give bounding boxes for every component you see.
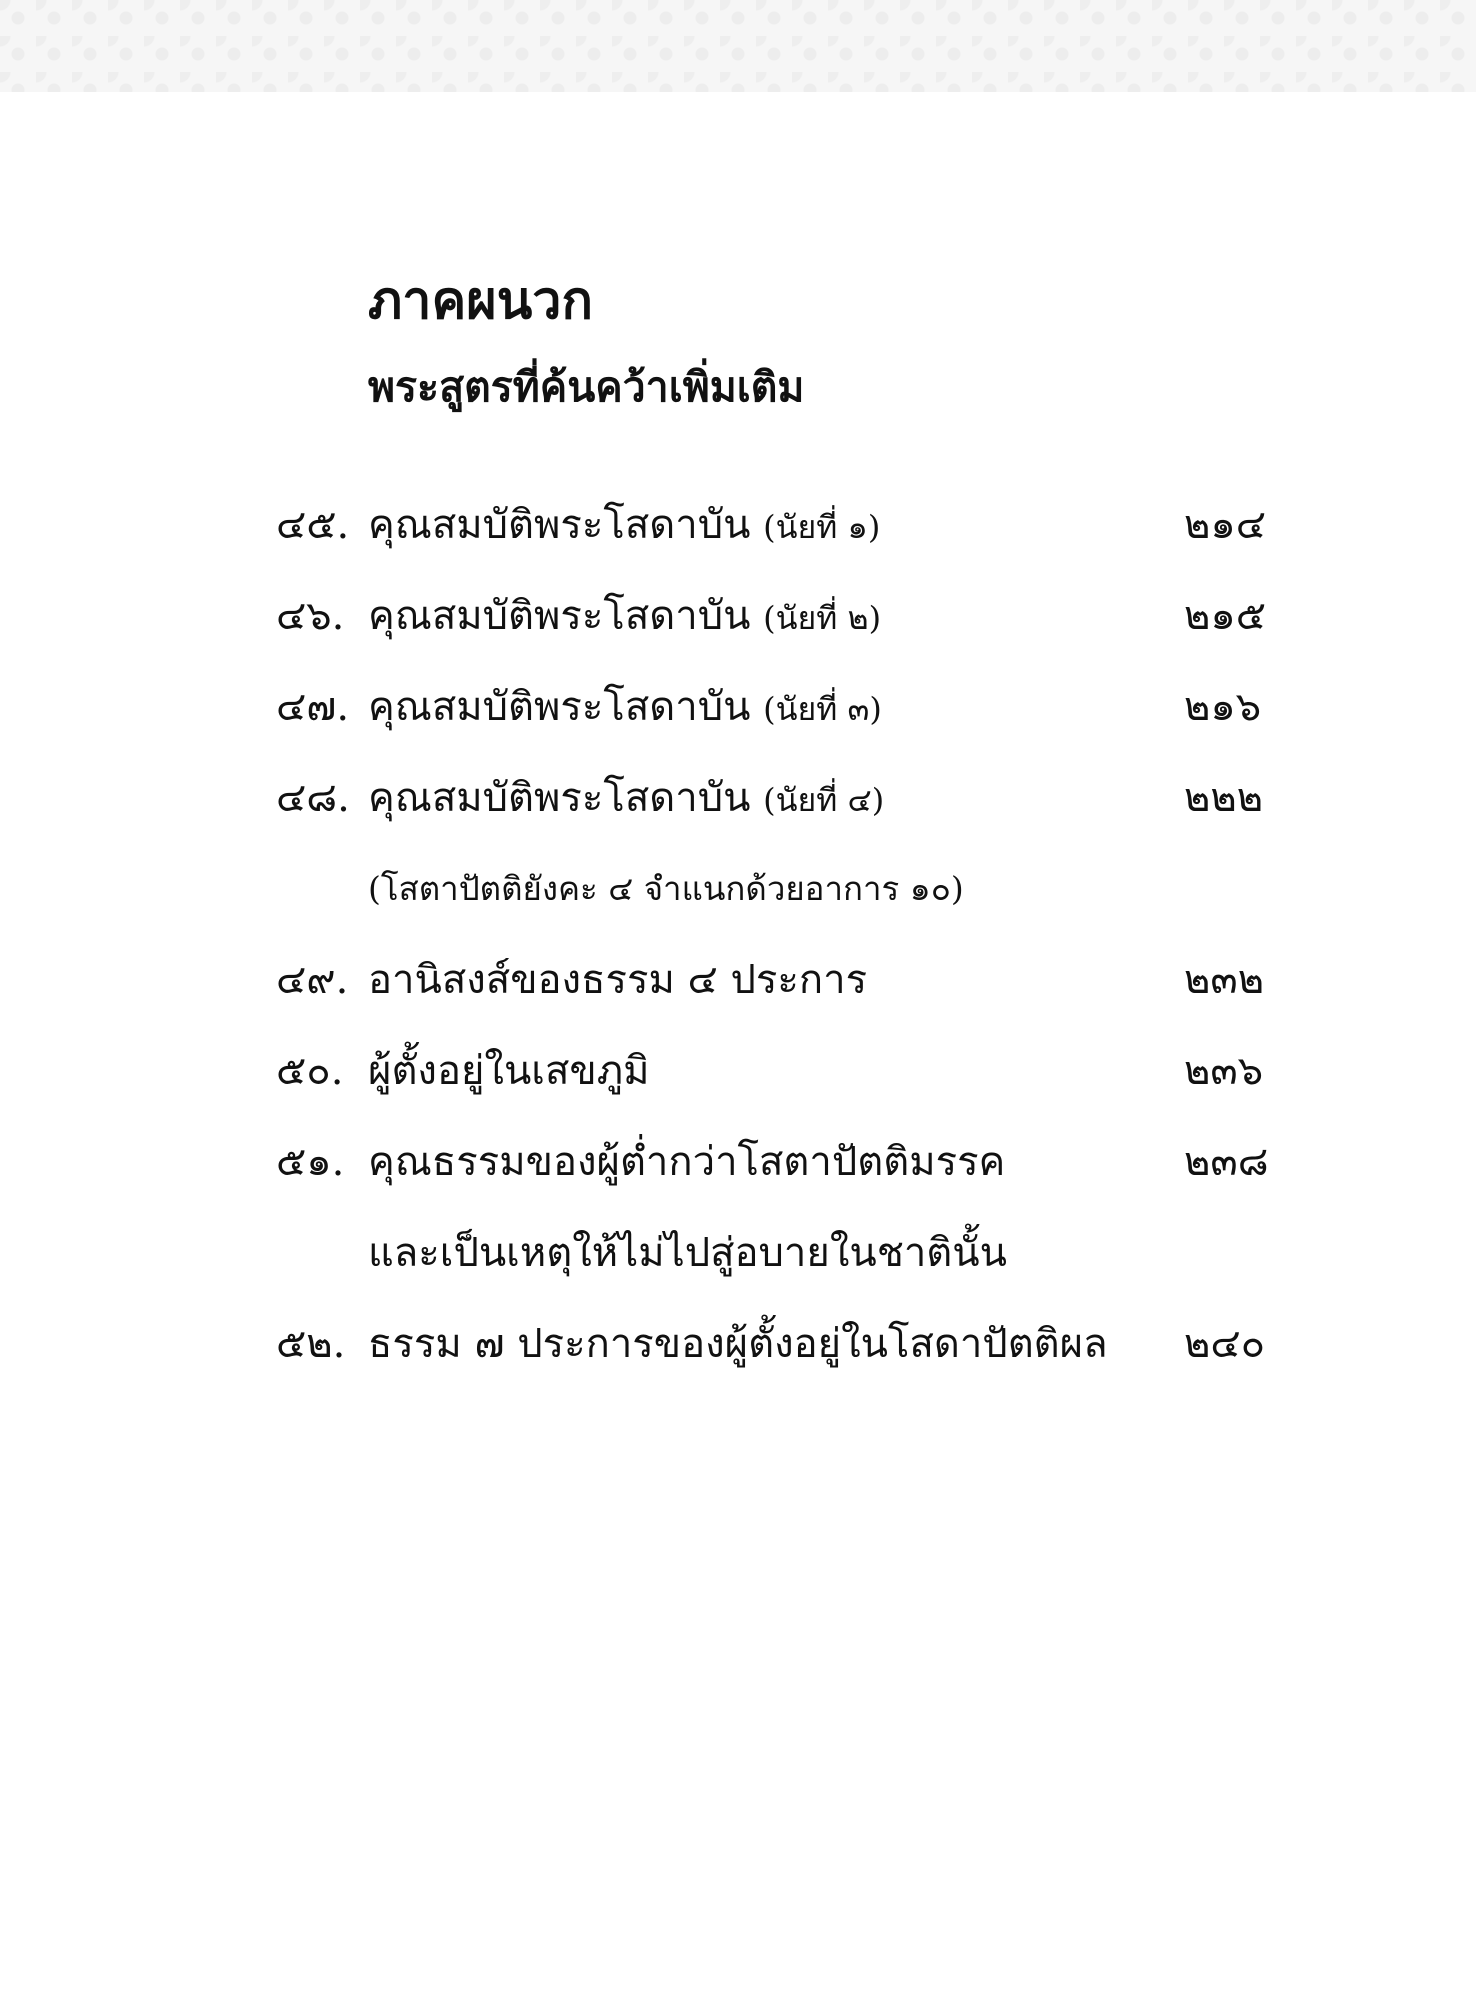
toc-entry-number: ๔๖.: [276, 593, 345, 639]
toc-entry-number: ๕๑.: [276, 1139, 345, 1185]
toc-entry-note: (นัยที่ ๔): [763, 781, 885, 819]
toc-entry-number: ๔๙.: [276, 957, 349, 1003]
toc-entry-page: ๒๑๔: [1184, 502, 1267, 548]
toc-entry-note: (นัยที่ ๒): [763, 599, 882, 637]
toc-entry: [0, 583, 1476, 653]
page-subtitle: พระสูตรที่ค้นคว้าเพิ่มเติม: [368, 363, 805, 411]
toc-entry-note: (นัยที่ ๑): [763, 508, 881, 546]
toc-entry-page: ๒๓๒: [1184, 957, 1265, 1003]
toc-entry-page: ๒๑๕: [1184, 593, 1267, 639]
toc-entry-title: อานิสงส์ของธรรม ๔ ประการ: [368, 957, 868, 1003]
toc-entry: [0, 765, 1476, 835]
toc-entry-title: ผู้ตั้งอยู่ในเสขภูมิ: [368, 1048, 650, 1094]
toc-entry-title: [368, 765, 884, 829]
page-title: ภาคผนวก: [368, 270, 593, 331]
toc-entry-title-text: คุณสมบัติพระโสดาบัน: [368, 502, 751, 548]
toc-entry-title: ธรรม ๗ ประการของผู้ตั้งอยู่ในโสดาปัตติผล: [368, 1321, 1108, 1367]
toc-entry-title: [368, 492, 880, 556]
toc-entry-page: ๒๓๘: [1184, 1139, 1269, 1185]
toc-entry-page: ๒๔๐: [1184, 1321, 1266, 1367]
toc-entry: [0, 674, 1476, 744]
toc-entry: [0, 1038, 1476, 1108]
toc-entry-title-continued: และเป็นเหตุให้ไม่ไปสู่อบายในชาตินั้น: [368, 1230, 1007, 1276]
toc-entry-number: ๕๒.: [276, 1321, 346, 1367]
toc-entry-number: ๔๗.: [276, 684, 350, 730]
toc-entry-number: ๔๘.: [276, 775, 350, 821]
toc-entry-title-text: คุณสมบัติพระโสดาบัน: [368, 775, 751, 821]
toc-entry-page: ๒๓๖: [1184, 1048, 1264, 1094]
toc-entry-number: ๕๐.: [276, 1048, 344, 1094]
toc-entry-subnote: (โสตาปัตติยังคะ ๔ จำแนกด้วยอาการ ๑๐): [368, 869, 964, 908]
toc-entry-title: [368, 583, 881, 647]
toc-entry-title-text: คุณสมบัติพระโสดาบัน: [368, 593, 751, 639]
toc-entry-page: ๒๒๒: [1184, 775, 1264, 821]
toc-entry-note: (นัยที่ ๓): [763, 690, 882, 728]
toc-entry-page: ๒๑๖: [1184, 684, 1262, 730]
toc-entry-title: [368, 674, 882, 738]
toc-entry-number: ๔๕.: [276, 502, 350, 548]
toc-entry: [0, 1129, 1476, 1199]
toc-entry: [0, 947, 1476, 1017]
toc-entry-title: คุณธรรมของผู้ต่ำกว่าโสตาปัตติมรรค: [368, 1139, 1006, 1185]
toc-entry: [0, 1311, 1476, 1381]
decorative-pattern-header: [0, 0, 1476, 92]
toc-entry-title-text: คุณสมบัติพระโสดาบัน: [368, 684, 751, 730]
toc-entry-continuation: [0, 1220, 1476, 1290]
toc-entry: [0, 492, 1476, 562]
